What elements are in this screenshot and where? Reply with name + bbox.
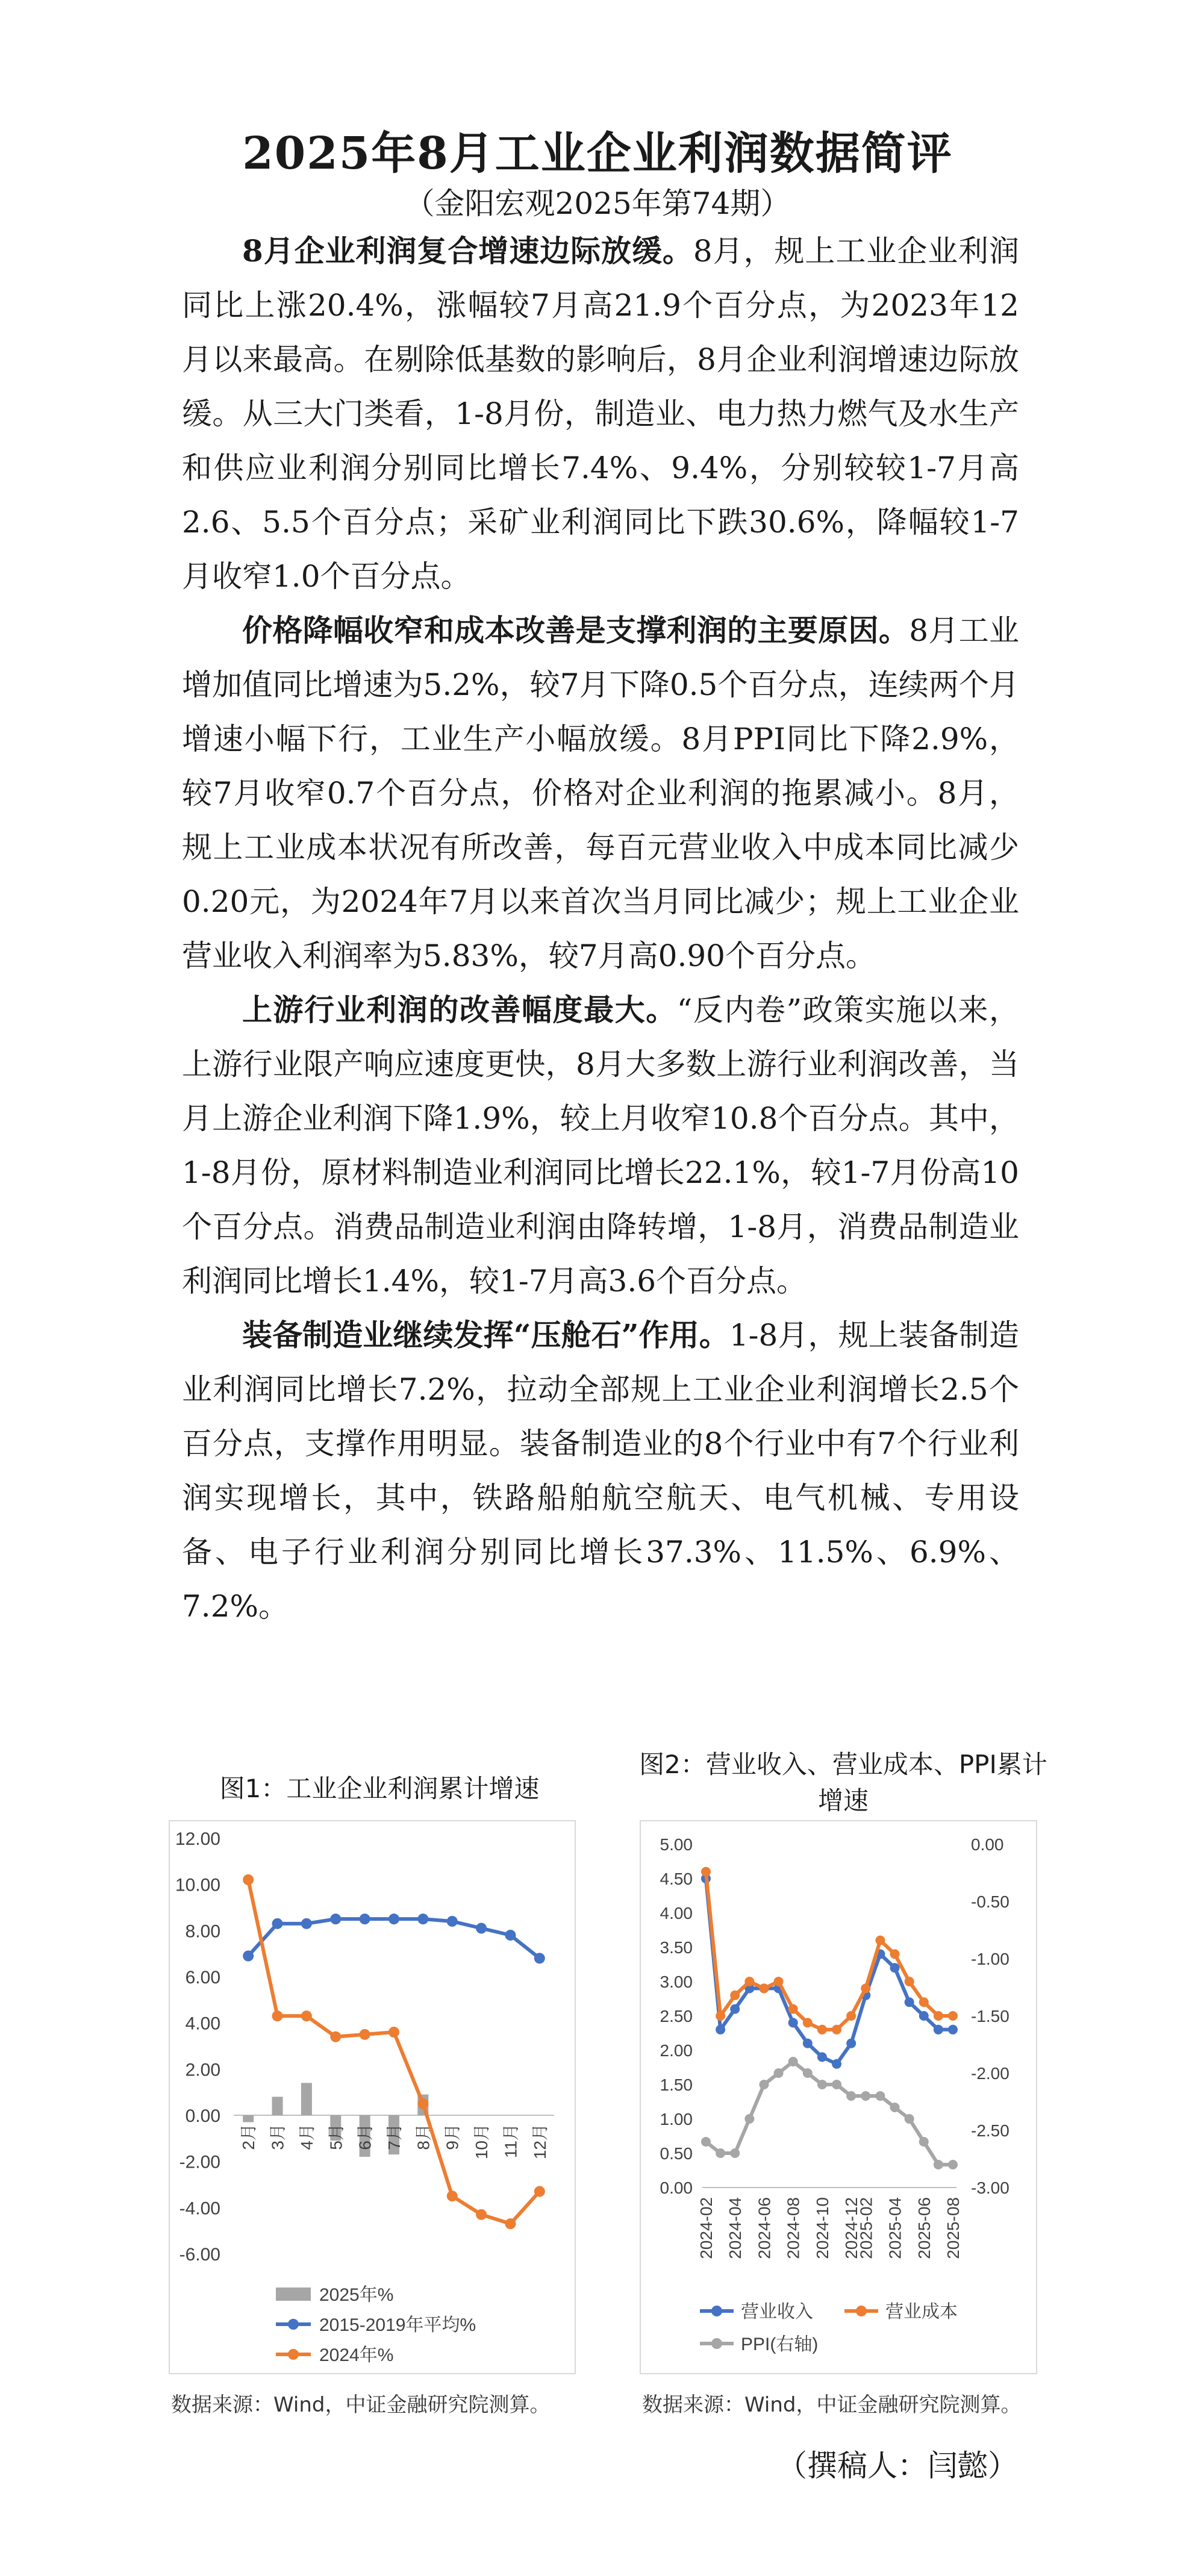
point-2024: [388, 2027, 399, 2038]
point-ppi: [701, 2137, 711, 2147]
point-2015-2019-avg: [534, 1953, 545, 1963]
x-tick-label: 2025-06: [914, 2197, 934, 2259]
point-2015-2019-avg: [447, 1916, 458, 1927]
y-left-tick-label: 4.00: [660, 1904, 693, 1923]
point-2015-2019-avg: [272, 1918, 283, 1929]
document-title: 2025年8月工业企业利润数据简评: [242, 128, 953, 179]
point-2024: [330, 2032, 341, 2042]
point-ppi: [905, 2114, 914, 2124]
x-tick-label: 2024-04: [726, 2197, 745, 2259]
point-ppi: [774, 2068, 784, 2078]
point-cost: [905, 1977, 914, 1986]
point-cost: [934, 2011, 943, 2021]
point-ppi: [861, 2091, 870, 2101]
point-cost: [846, 2011, 856, 2021]
point-2024: [505, 2218, 516, 2229]
x-tick-label: 2024-02: [697, 2197, 716, 2259]
point-cost: [744, 1977, 754, 1986]
point-ppi: [716, 2148, 725, 2158]
point-revenue: [846, 2039, 856, 2048]
point-ppi: [744, 2114, 754, 2124]
x-tick-label: 2025-02: [856, 2197, 876, 2259]
y-tick-label: -6.00: [179, 2245, 220, 2265]
y-left-tick-label: 1.00: [660, 2110, 693, 2128]
y-right-tick-label: -0.50: [971, 1892, 1009, 1911]
legend-label: 2025年%: [319, 2285, 394, 2305]
point-ppi: [846, 2091, 856, 2101]
point-revenue: [832, 2059, 841, 2069]
point-2015-2019-avg: [301, 1918, 312, 1929]
point-revenue: [803, 2039, 813, 2048]
paragraph-3-text: “反内卷”政策实施以来，上游行业限产响应速度更快，8月大多数上游行业利润改善，当月上游企业利润下降1.9%，较上月收窄10.8个百分点。其中，1-8月份，原材料制造业利润同比增长22.1%，较1-7月份高10个百分点。消费品制造业利润由降转增，1-8月，消费品制造业利润同比增长1.4%，较1-7月高3.6个百分点。: [182, 993, 1020, 1299]
bar-2025: [243, 2115, 254, 2122]
point-2024: [272, 2010, 283, 2021]
point-2024: [534, 2186, 545, 2197]
point-2015-2019-avg: [476, 1923, 487, 1934]
x-tick-label: 2024-12: [842, 2197, 861, 2259]
y-right-tick-label: -2.50: [971, 2121, 1009, 2140]
figure-1-source: 数据来源：Wind，中证金融研究院测算。: [171, 2393, 551, 2417]
paragraph-1-lead: 8月企业利润复合增速边际放缓。: [242, 233, 693, 269]
paragraph-2: [182, 603, 1019, 983]
point-revenue: [919, 2011, 929, 2021]
point-2015-2019-avg: [505, 1930, 516, 1941]
point-ppi: [948, 2160, 958, 2169]
y-left-tick-label: 4.50: [660, 1870, 693, 1888]
point-cost: [759, 1983, 769, 1993]
point-revenue: [905, 1997, 914, 2007]
point-cost: [788, 2004, 798, 2014]
bar-2025: [301, 2083, 312, 2115]
y-left-tick-label: 5.00: [660, 1835, 693, 1854]
x-tick-label: 6月: [355, 2124, 375, 2150]
point-ppi: [875, 2091, 885, 2101]
point-revenue: [890, 1963, 900, 1973]
point-cost: [730, 1991, 740, 2000]
legend-swatch-marker: [856, 2306, 867, 2316]
y-tick-label: -4.00: [179, 2198, 220, 2219]
y-left-tick-label: 3.50: [660, 1938, 693, 1957]
point-cost: [948, 2011, 958, 2021]
point-ppi: [934, 2160, 943, 2169]
point-2015-2019-avg: [330, 1913, 341, 1924]
y-right-tick-label: 0.00: [971, 1835, 1004, 1854]
paragraph-4: [182, 1308, 1019, 1633]
x-tick-label: 2025-04: [885, 2197, 905, 2259]
point-2015-2019-avg: [360, 1913, 370, 1924]
y-right-tick-label: -1.50: [971, 2007, 1009, 2026]
point-cost: [701, 1867, 711, 1877]
legend-swatch-marker: [288, 2319, 299, 2330]
point-revenue: [716, 2025, 725, 2035]
x-tick-label: 5月: [326, 2124, 346, 2150]
paragraph-3: [182, 983, 1019, 1308]
legend-label: 营业收入: [741, 2302, 813, 2322]
y-tick-label: 6.00: [185, 1968, 220, 1988]
point-ppi: [832, 2080, 841, 2089]
point-cost: [803, 2018, 813, 2027]
point-cost: [774, 1977, 784, 1986]
point-2024: [447, 2191, 458, 2201]
document-subtitle: （金阳宏观2025年第74期）: [404, 186, 791, 221]
y-left-tick-label: 2.00: [660, 2041, 693, 2060]
point-revenue: [788, 2018, 798, 2027]
point-cost: [832, 2025, 841, 2035]
point-2024: [243, 1874, 254, 1885]
x-tick-label: 2024-10: [813, 2197, 832, 2259]
x-tick-label: 2024-06: [755, 2197, 774, 2259]
y-tick-label: 10.00: [175, 1875, 220, 1895]
legend-label: PPI(右轴): [741, 2334, 819, 2354]
point-ppi: [730, 2148, 740, 2158]
point-revenue: [934, 2025, 943, 2035]
figure-1-chart: [169, 1820, 576, 2374]
legend-swatch-marker: [288, 2349, 299, 2360]
x-tick-label: 2025-08: [944, 2197, 963, 2259]
figure-2-chart: [640, 1820, 1037, 2374]
point-2015-2019-avg: [243, 1951, 254, 1962]
author-credit: （撰稿人：闫懿）: [777, 2448, 1018, 2483]
point-ppi: [759, 2080, 769, 2089]
x-tick-label: 2024-08: [784, 2197, 803, 2259]
x-tick-label: 11月: [501, 2124, 520, 2159]
y-left-tick-label: 0.50: [660, 2144, 693, 2163]
x-tick-label: 8月: [414, 2124, 433, 2150]
y-tick-label: -2.00: [179, 2152, 220, 2172]
paragraph-2-lead: 价格降幅收窄和成本改善是支撑利润的主要原因。: [242, 613, 910, 648]
y-right-tick-label: -2.00: [971, 2064, 1009, 2083]
y-tick-label: 8.00: [185, 1921, 220, 1942]
x-tick-label: 4月: [297, 2124, 316, 2150]
paragraph-4-text: 1-8月，规上装备制造业利润同比增长7.2%，拉动全部规上工业企业利润增长2.5个百分点，支撑作用明显。装备制造业的8个行业中有7个行业利润实现增长，其中，铁路船舶航空航天、电气机械、专用设备、电子行业利润分别同比增长37.3%、11.5%、6.9%、7.2%。: [182, 1318, 1019, 1624]
figure-2-source: 数据来源：Wind，中证金融研究院测算。: [642, 2393, 1022, 2417]
point-revenue: [730, 2004, 740, 2014]
figure-2-title: 图2：营业收入、营业成本、PPI累计增速: [639, 1750, 1047, 1815]
point-ppi: [919, 2137, 929, 2147]
point-revenue: [817, 2052, 827, 2062]
point-cost: [875, 1936, 885, 1945]
legend-swatch-2025: [276, 2288, 311, 2301]
bar-2025: [272, 2097, 283, 2115]
paragraph-2-text: 8月工业增加值同比增速为5.2%，较7月下降0.5个百分点，连续两个月增速小幅下行，工业生产小幅放缓。8月PPI同比下降2.9%，较7月收窄0.7个百分点，价格对企业利润的拖累减小。8月，规上工业成本状况有所改善，每百元营业收入中成本同比减少0.20元，为2024年7月以来首次当月同比减少；规上工业企业营业收入利润率为5.83%，较7月高0.90个百分点。: [182, 613, 1020, 973]
point-2024: [476, 2209, 487, 2220]
x-tick-label: 10月: [472, 2124, 491, 2160]
y-right-tick-label: -1.00: [971, 1950, 1009, 1968]
y-tick-label: 4.00: [185, 2013, 220, 2034]
figure-1-title: 图1：工业企业利润累计增速: [219, 1774, 540, 1803]
y-left-tick-label: 2.50: [660, 2007, 693, 2026]
x-tick-label: 7月: [385, 2124, 404, 2150]
x-tick-label: 3月: [268, 2124, 287, 2150]
x-tick-label: 12月: [530, 2124, 549, 2160]
point-2015-2019-avg: [388, 1913, 399, 1924]
legend-swatch-marker: [711, 2338, 722, 2349]
point-2015-2019-avg: [417, 1913, 428, 1924]
y-left-tick-label: 0.00: [660, 2178, 693, 2197]
legend-swatch-marker: [711, 2306, 722, 2316]
point-cost: [890, 1949, 900, 1959]
point-cost: [716, 2011, 725, 2021]
point-cost: [861, 1983, 870, 1993]
point-ppi: [803, 2068, 813, 2078]
paragraph-1: [182, 224, 1019, 603]
paragraph-4-lead: 装备制造业继续发挥“压舱石”作用。: [242, 1317, 729, 1353]
y-tick-label: 12.00: [175, 1829, 220, 1849]
point-ppi: [817, 2080, 827, 2089]
y-right-tick-label: -3.00: [971, 2178, 1009, 2197]
point-ppi: [890, 2103, 900, 2112]
y-tick-label: 0.00: [185, 2106, 220, 2126]
legend-label: 2015-2019年平均%: [319, 2315, 476, 2335]
legend-label: 2024年%: [319, 2345, 394, 2365]
paragraph-3-lead: 上游行业利润的改善幅度最大。: [242, 992, 677, 1028]
x-tick-label: 9月: [443, 2124, 462, 2150]
paragraph-1-text: 8月，规上工业企业利润同比上涨20.4%，涨幅较7月高21.9个百分点，为2023年12月以来最高。在剔除低基数的影响后，8月企业利润增速边际放缓。从三大门类看，1-8月份，制造业、电力热力燃气及水生产和供应业利润分别同比增长7.4%、9.4%，分别较较1-7月高2.6、5.5个百分点；采矿业利润同比下跌30.6%，降幅较1-7月收窄1.0个百分点。: [182, 234, 1019, 594]
y-tick-label: 2.00: [185, 2060, 220, 2080]
y-left-tick-label: 1.50: [660, 2075, 693, 2094]
point-cost: [919, 1997, 929, 2007]
point-2024: [360, 2029, 370, 2040]
document-body: [182, 224, 1019, 1633]
x-tick-label: 2月: [239, 2124, 258, 2150]
legend-label: 营业成本: [885, 2302, 958, 2322]
point-revenue: [948, 2025, 958, 2035]
point-ppi: [788, 2057, 798, 2066]
point-cost: [817, 2025, 827, 2035]
point-2024: [301, 2010, 312, 2021]
point-2024: [417, 2098, 428, 2109]
y-left-tick-label: 3.00: [660, 1973, 693, 1991]
